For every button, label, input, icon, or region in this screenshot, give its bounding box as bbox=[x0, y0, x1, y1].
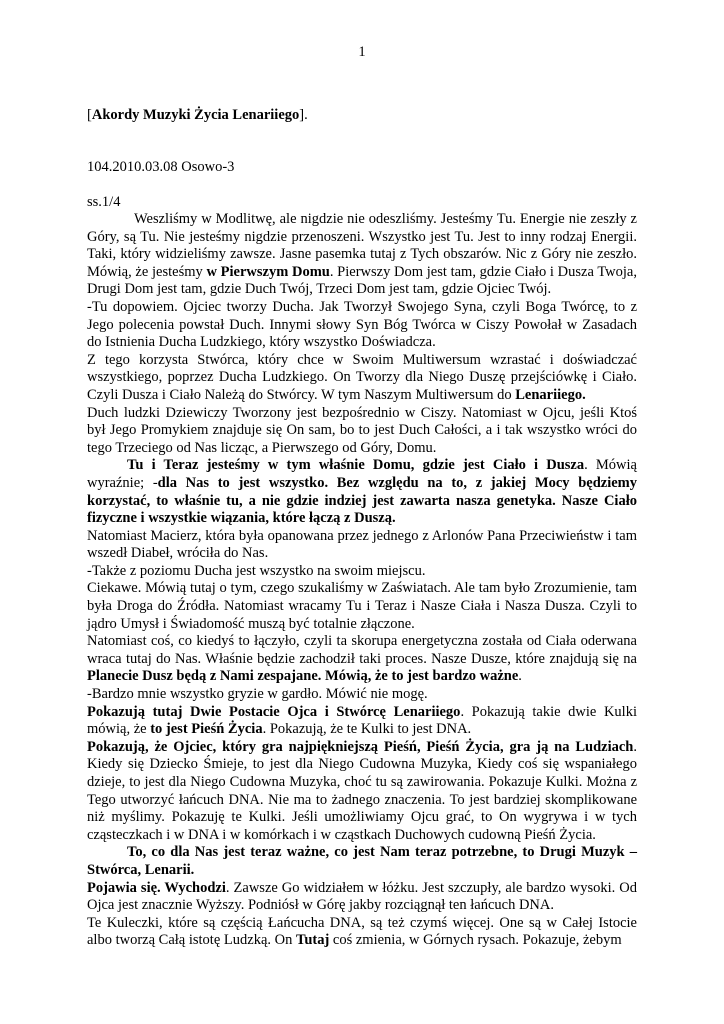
paragraph: -Także z poziomu Ducha jest wszystko na swoim miejscu. bbox=[87, 562, 426, 579]
paragraph: Natomiast coś, co kiedyś to łączyło, czyli ta skorupa energetyczna została od Ciała oderwana wraca tutaj do Nas. Właśnie będzie zachodził taki proces. Nasze Dusze, które znajdują się na Planecie Dusz będą z Nami zespajane. Mówią, że to jest bardzo ważne. bbox=[87, 633, 637, 685]
session-id-line: 104.2010.03.08 Osowo-3 bbox=[87, 159, 235, 175]
title-close: ]. bbox=[299, 107, 308, 123]
paragraph: Z tego korzysta Stwórca, który chce w Swoim Multiwersum wzrastać i doświadczać wszystkiego, poprzez Ducha Ludzkiego. On Tworzy dla Niego Duszę przejściówkę i Ciało. Czyli Dusza i Ciało Należą do Stwórcy. W tym Naszym Multiwersum do Lenariiego. bbox=[87, 351, 637, 403]
paragraph: Pokazują tutaj Dwie Postacie Ojca i Stwórcę Lenariiego. Pokazują takie dwie Kulki mówią, że to jest Pieśń Życia. Pokazują, że te Kulki to jest DNA. bbox=[87, 703, 637, 738]
paragraph: Pojawia się. Wychodzi. Zawsze Go widziałem w łóżku. Jest szczupły, ale bardzo wysoki. Od Ojca jest znacznie Wyższy. Podniósł w Górę jakby rozciągnął ten łańcuch DNA. bbox=[87, 879, 637, 914]
paragraph: Tu i Teraz jesteśmy w tym właśnie Domu, gdzie jest Ciało i Dusza. Mówią wyraźnie; -dla Nas to jest wszystko. Bez względu na to, z jakiej Mocy będziemy korzystać, to właśnie tu, a nie gdzie indziej jest zawarta nasza genetyka. Nasze Ciało fizyczne i wszystkie wiązania, które łączą z Duszą. bbox=[87, 457, 637, 527]
paragraph: -Tu dopowiem. Ojciec tworzy Ducha. Jak Tworzył Swojego Syna, czyli Boga Twórcę, to z Jego polecenia powstał Duch. Innymi słowy Syn Bóg Twórca w Ciszy Powołał w Zasadach do Istnienia Ducha Ludzkiego, który wszystko Doświadcza. bbox=[87, 298, 637, 351]
paragraph: Duch ludzki Dziewiczy Tworzony jest bezpośrednio w Ciszy. Natomiast w Ojcu, jeśli Ktoś był Jego Promykiem znajduje się On sam, bo to jest Duch Całości, a i tak wszystko wróci do tego Trzeciego od Nas licząc, a Pierwszego od Góry, Domu. bbox=[87, 404, 637, 456]
paragraph: Natomiast Macierz, która była opanowana przez jednego z Arlonów Pana Przeciwieństw i tam wszedł Diabeł, wróciła do Nas. bbox=[87, 527, 637, 562]
paragraph: Te Kuleczki, które są częścią Łańcucha DNA, są też czymś więcej. One są w Całej Istocie albo tworzą Całą istotę Ludzką. On Tutaj coś zmienia, w Górnych rysach. Pokazuje, żebym bbox=[87, 914, 637, 949]
title-text: Akordy Muzyki Życia Lenariiego bbox=[91, 107, 300, 123]
document-body bbox=[87, 211, 637, 950]
paragraph: -Bardzo mnie wszystko gryzie w gardło. Mówić nie mogę. bbox=[87, 686, 428, 703]
paragraph: Pokazują, że Ojciec, który gra najpiękniejszą Pieśń, Pieśń Życia, gra ją na Ludziach. Kiedy się Dziecko Śmieje, to jest dla Niego Cudowna Muzyka, Kiedy coś się wspaniałego dzieje, to jest dla Niego Cudowna Muzyka, choć tu są zawirowania. Pokazuje Kulki. Można z Tego utworzyć łańcuch DNA. Nie ma to żadnego znaczenia. To jest bardziej skomplikowane niż myślimy. Pokazuję te Kulki. Jeśli umożliwiamy Ojcu grać, to On wygrywa i w tych cząsteczkach i w DNA i w komórkach i w cząstkach Duchowych cudowną Pieśń Życia. bbox=[87, 738, 637, 843]
title-open-bracket: [ bbox=[87, 107, 92, 123]
page-number: 1 bbox=[358, 44, 366, 60]
document-title bbox=[87, 107, 308, 125]
paragraph: Ciekawe. Mówią tutaj o tym, czego szukaliśmy w Zaświatach. Ale tam było Zrozumienie, tam była Droga do Źródła. Natomiast wracamy Tu i Teraz i Nasze Ciała i Nasza Dusza. Czyli to jądro Umysł i Świadomość muszą być totalnie złączone. bbox=[87, 580, 637, 632]
paragraph: Weszliśmy w Modlitwę, ale nigdzie nie odeszliśmy. Jesteśmy Tu. Energie nie zeszły z Góry, są Tu. Nie jesteśmy nigdzie przenoszeni. Wszystko jest Tu. Jest to inny rodzaj Energii. Taki, który widzieliśmy zawsze. Jasne pasemka tutaj z Tych obszarów. Nic z Góry nie zeszło. Mówią, że jesteśmy w Pierwszym Domu. Pierwszy Dom jest tam, gdzie Ciało i Dusza Twoja, Drugi Dom jest tam, gdzie Duch Twój, Trzeci Dom jest tam, gdzie Ojciec Twój. bbox=[87, 211, 637, 298]
paragraph: To, co dla Nas jest teraz ważne, co jest Nam teraz potrzebne, to Drugi Muzyk – Stwórca, Lenarii. bbox=[87, 844, 637, 878]
page-range-line: ss.1/4 bbox=[87, 194, 121, 210]
